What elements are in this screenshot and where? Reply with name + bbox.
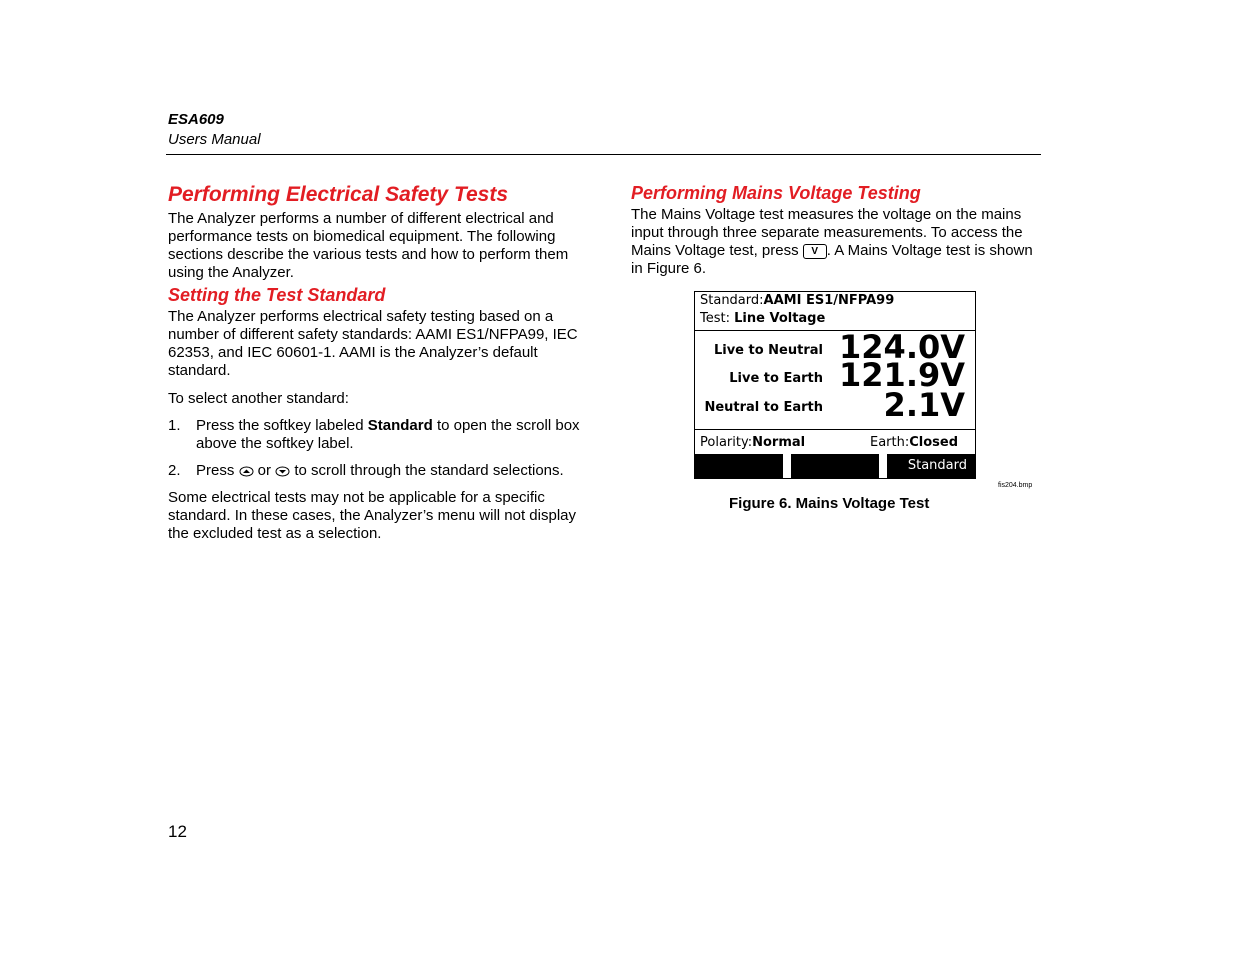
step-text: Press the softkey labeled	[196, 417, 368, 434]
left-column	[168, 180, 580, 543]
figure-filename: fis204.bmp	[998, 482, 1033, 489]
earth-status	[870, 435, 958, 450]
list-item	[168, 417, 580, 453]
measurement-value: 2.1V	[883, 386, 965, 424]
standards-paragraph: The Analyzer performs electrical safety testing based on a number of different safety standards: AAMI ES1/NFPA99, IEC 62353, and IEC 60601-1. AAMI is the Analyzer’s default standard.	[168, 308, 578, 379]
standard-row	[700, 293, 894, 308]
intro-paragraph: The Analyzer performs a number of different electrical and performance tests on biomedical equipment. The following sections describe the various tests and how to perform them using the Analyzer.	[168, 210, 569, 281]
measurement-value: 124.0V	[839, 328, 965, 366]
v-key-icon: V	[803, 244, 827, 259]
paragraph-text: The Mains Voltage test measures the voltage on the mains input through three separate measurements. To access the Mains Voltage test, press	[631, 206, 1023, 259]
note-paragraph: Some electrical tests may not be applicable for a specific standard. In these cases, the Analyzer’s menu will not display the excluded test as a selection.	[168, 489, 577, 542]
test-row	[700, 311, 825, 326]
manual-subtitle: Users Manual	[168, 131, 261, 148]
softkey-separator	[879, 454, 887, 478]
measurement-value: 121.9V	[839, 356, 965, 394]
down-arrow-key-icon	[275, 466, 290, 477]
mains-voltage-paragraph	[631, 206, 1043, 278]
mains-voltage-display	[694, 291, 976, 479]
standard-softkey[interactable]: Standard	[907, 458, 967, 473]
step-text: to open the scroll box above the softkey label.	[196, 417, 580, 452]
earth-value: Closed	[909, 435, 959, 450]
step-bold-term: Standard	[367, 417, 433, 434]
standard-value: AAMI ES1/NFPA99	[763, 293, 895, 308]
page-number: 12	[168, 822, 187, 841]
divider	[695, 429, 975, 430]
section-title: Performing Electrical Safety Tests	[168, 183, 509, 206]
up-arrow-key-icon	[239, 466, 254, 477]
steps-list	[168, 417, 580, 480]
manual-product-title: ESA609	[168, 111, 224, 128]
polarity-value: Normal	[752, 435, 806, 450]
step-number: 2.	[168, 462, 181, 479]
earth-label: Earth:	[870, 435, 910, 450]
header-rule	[166, 154, 1041, 155]
figure-caption: Figure 6. Mains Voltage Test	[729, 495, 930, 512]
softkey-separator	[783, 454, 791, 478]
polarity-status	[700, 435, 805, 450]
step-text: to scroll through the standard selections.	[290, 462, 564, 479]
measurement-label: Live to Neutral	[713, 343, 823, 358]
subsection-title-mains-voltage: Performing Mains Voltage Testing	[631, 183, 921, 203]
measurement-label: Live to Earth	[729, 371, 823, 386]
step-text: or	[253, 462, 276, 479]
test-value: Line Voltage	[734, 311, 826, 326]
step-text: Press	[196, 462, 239, 479]
test-label: Test:	[700, 311, 730, 326]
right-column	[631, 180, 1043, 278]
polarity-label: Polarity:	[700, 435, 753, 450]
standard-label: Standard:	[700, 293, 764, 308]
subsection-title-test-standard: Setting the Test Standard	[168, 285, 386, 305]
measurement-label: Neutral to Earth	[704, 400, 823, 415]
paragraph-text: . A Mains Voltage test is shown in Figure 6.	[631, 242, 1033, 277]
select-intro: To select another standard:	[168, 390, 349, 407]
list-item	[168, 462, 580, 480]
step-number: 1.	[168, 417, 181, 434]
